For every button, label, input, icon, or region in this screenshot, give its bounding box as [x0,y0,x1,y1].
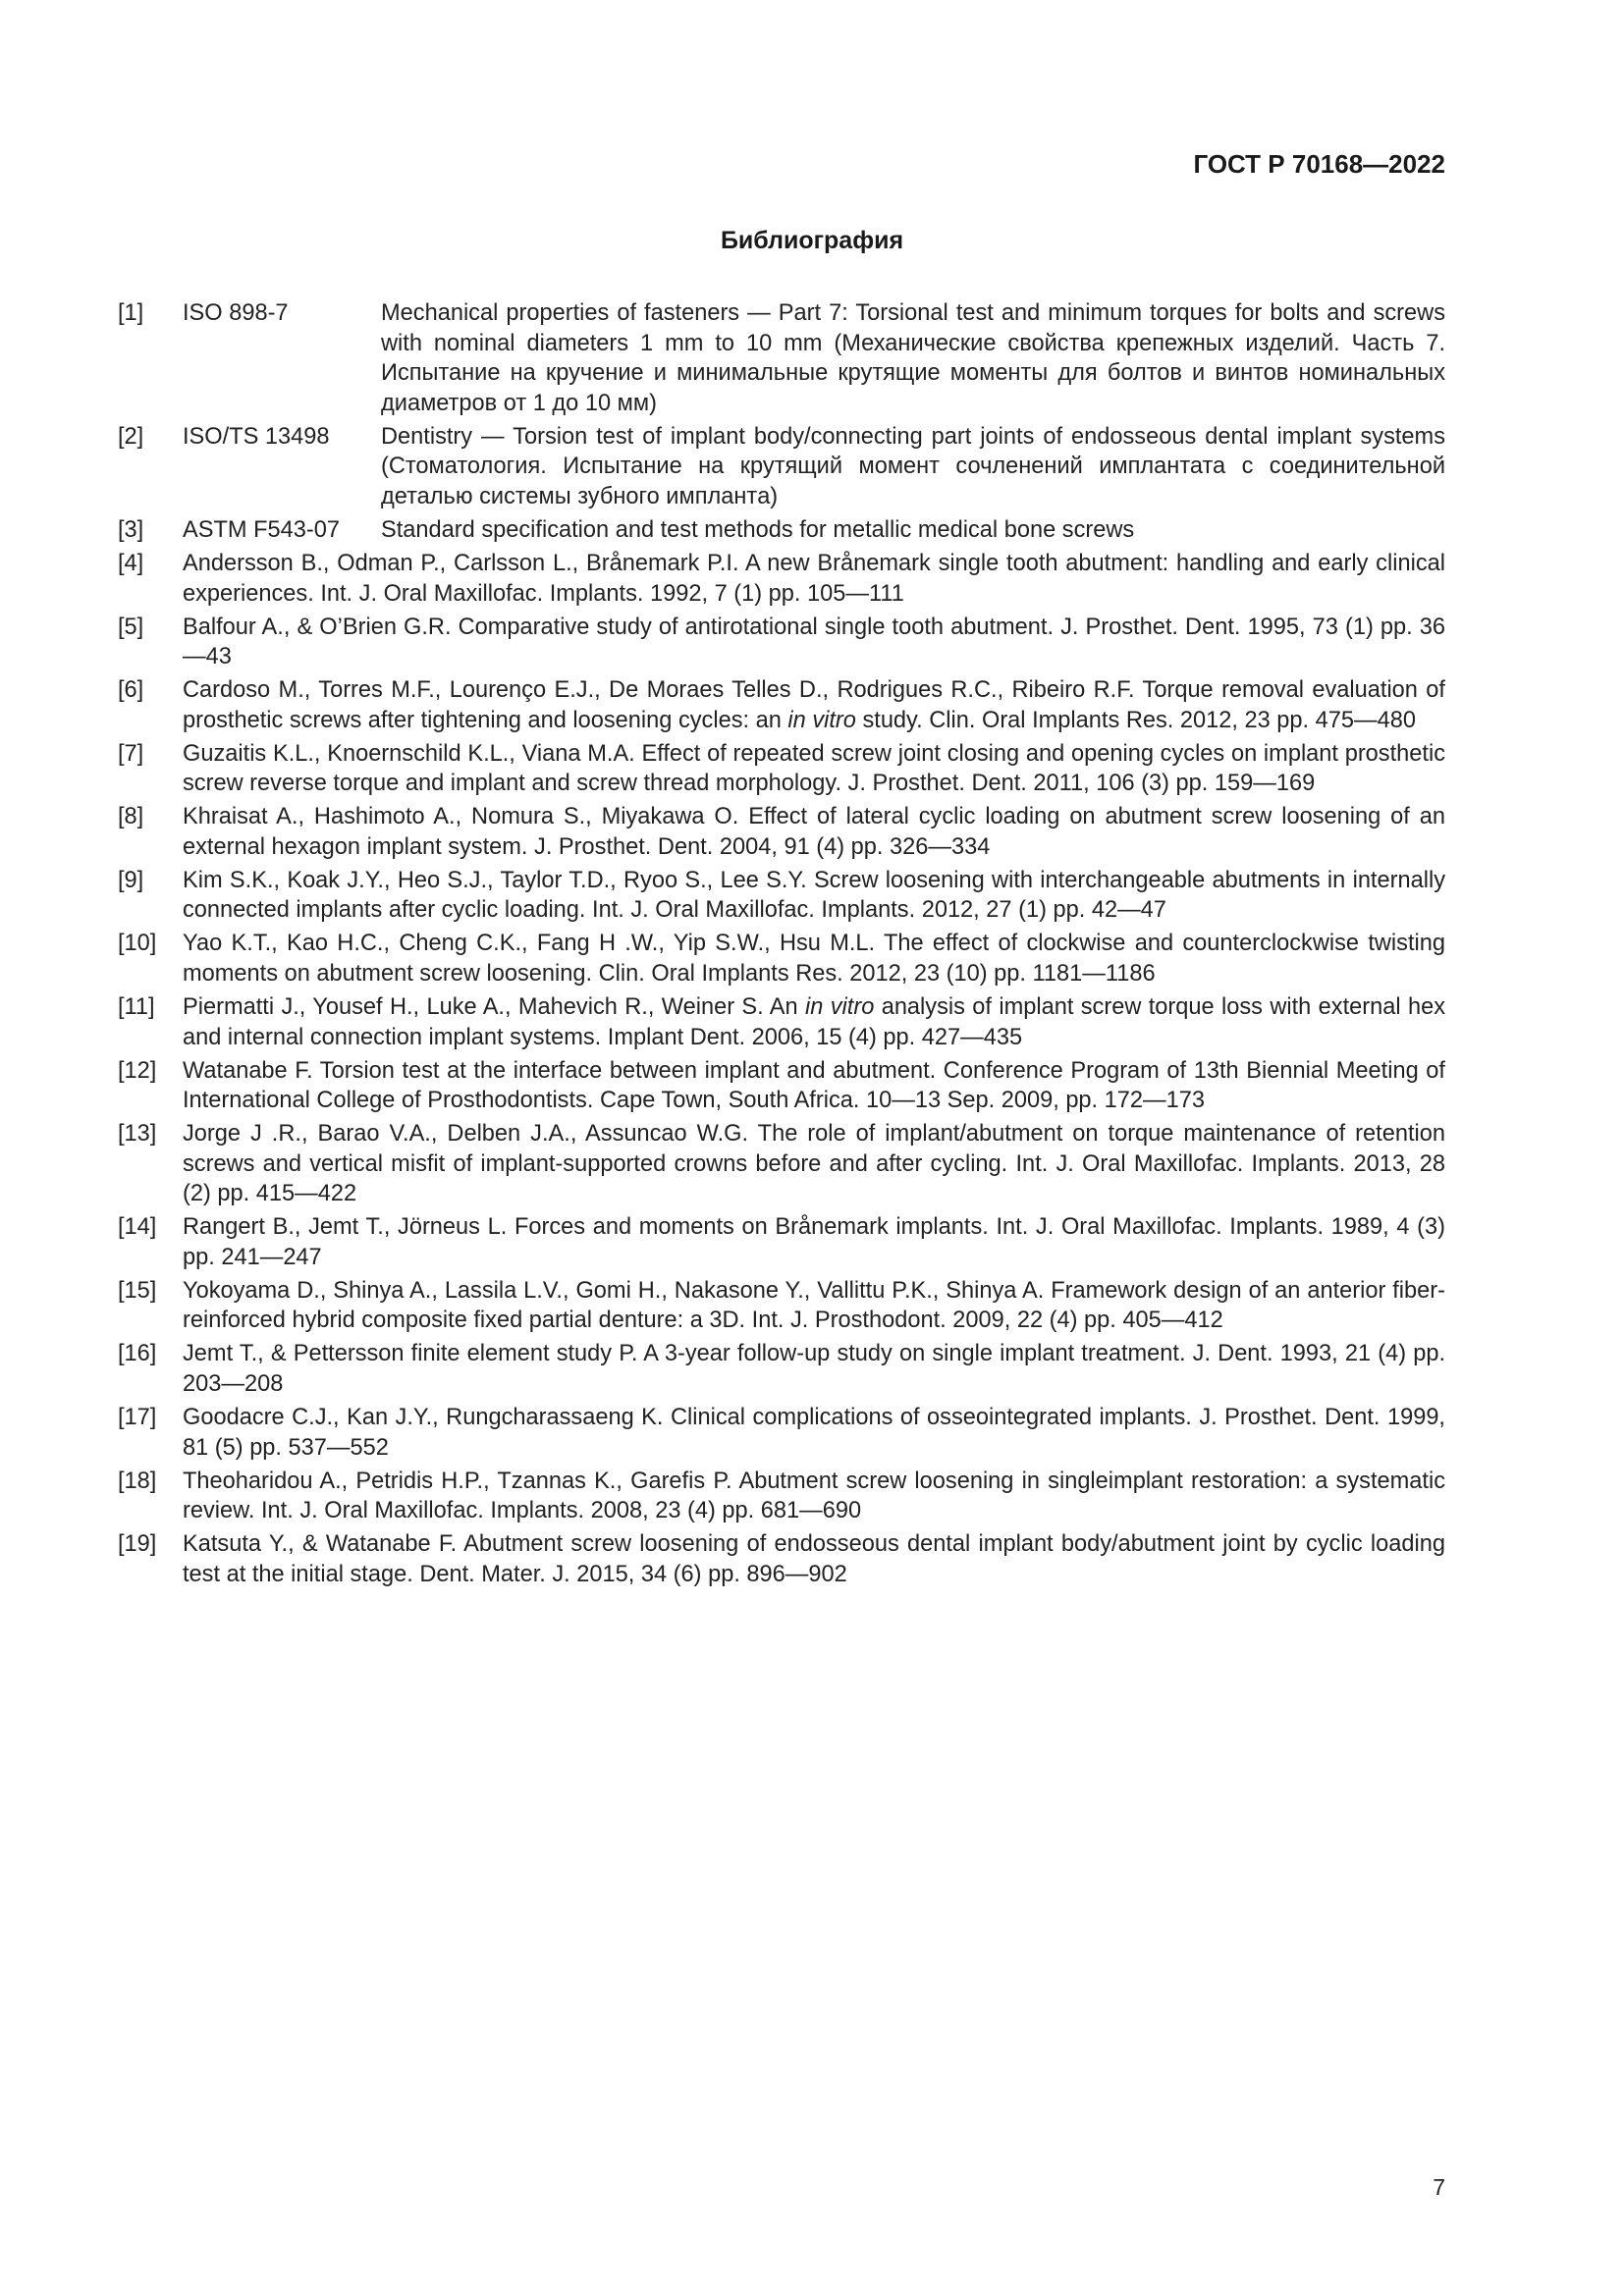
reference-text: Theoharidou A., Petridis H.P., Tzannas K., Garefis P. Abutment screw loosening in singleimplant restoration: a systematic review. Int. J. Oral Maxillofac. Implants. 2008, 23 (4) pp. 681—690 [183,1468,1445,1524]
reference-text: Dentistry — Torsion test of implant body/connecting part joints of endosseous dental implant systems (Стоматология. Испытание на крутящий момент сочленений имплантата с соединительной деталью системы зубного имплантa) [381,423,1445,509]
reference-text: Jemt T., & Pettersson finite element study P. A 3-year follow-up study on single implant treatment. J. Dent. 1993, 21 (4) pp. 203—208 [183,1341,1445,1398]
reference-number: [6] [118,677,144,704]
reference-number: [15] [118,1277,157,1304]
reference-item [118,1467,1445,1526]
reference-text: Rangert B., Jemt T., Jörneus L. Forces and moments on Brånemark implants. Int. J. Oral Maxillofac. Implants. 1989, 4 (3) pp. 241—247 [183,1214,1445,1270]
reference-text [183,675,1445,735]
reference-list [118,298,1445,1593]
reference-item [118,802,1445,862]
reference-text: Watanabe F. Torsion test at the interface between implant and abutment. Conference Program of 13th Biennial Meeting of International College of Prosthodontists. Cape Town, South Africa. 10—13 Sep. 2009, pp. 172—173 [183,1057,1445,1114]
reference-item [118,992,1445,1052]
reference-number: [12] [118,1057,157,1084]
reference-item [118,549,1445,609]
reference-item [118,1119,1445,1209]
reference-number: [7] [118,740,144,767]
reference-number: [18] [118,1468,157,1494]
reference-code: ISO/TS 13498 [183,423,330,450]
reference-text: Yao K.T., Kao H.C., Cheng C.K., Fang H .W., Yip S.W., Hsu M.L. The effect of clockwise and counterclockwise twisting moments on abutment screw loosening. Clin. Oral Implants Res. 2012, 23 (10) pp. 1181—1186 [183,931,1445,987]
reference-number: [3] [118,516,144,543]
reference-text: Mechanical properties of fasteners — Part 7: Torsional test and minimum torques for bolts and screws with nominal diameters 1 mm to 10 mm (Механические свойства крепежных изделий. Часть 7. Испытание на кручение и минимальные крутящие моменты для болтов и винтов номинальных диаметров от 1 до 10 мм) [381,300,1445,416]
italic-term: in vitro [787,707,856,733]
reference-item [118,1212,1445,1272]
reference-text: Andersson B., Odman P., Carlsson L., Brånemark P.I. A new Brånemark single tooth abutment: handling and early clinical experiences. Int. J. Oral Maxillofac. Implants. 1992, 7 (1) pp. 105—111 [183,550,1445,607]
reference-number: [19] [118,1531,157,1558]
reference-item [118,675,1445,735]
page-number: 7 [1433,2174,1445,2200]
reference-item [118,739,1445,799]
reference-item [118,866,1445,926]
page-title: Библиография [720,227,904,254]
reference-text: Katsuta Y., & Watanabe F. Abutment screw loosening of endosseous dental implant body/abutment joint by cyclic loading test at the initial stage. Dent. Mater. J. 2015, 34 (6) pp. 896—902 [183,1531,1445,1587]
reference-code: ASTM F543-07 [183,516,340,543]
reference-number: [10] [118,931,157,957]
reference-number: [2] [118,423,144,450]
reference-item [118,1403,1445,1463]
reference-text: Guzaitis K.L., Knoernschild K.L., Viana M.A. Effect of repeated screw joint closing and opening cycles on implant prosthetic screw reverse torque and implant and screw thread morphology. J. Prosthet. Dent. 2011, 106 (3) pp. 159—169 [183,740,1445,797]
reference-text: Jorge J .R., Barao V.A., Delben J.A., Assuncao W.G. The role of implant/abutment on torque maintenance of retention screws and vertical misfit of implant-supported crowns before and after cycling. Int. J. Oral Maxillofac. Implants. 2013, 28 (2) pp. 415—422 [183,1121,1445,1207]
reference-text: Yokoyama D., Shinya A., Lassila L.V., Gomi H., Nakasone Y., Vallittu P.K., Shinya A. Framework design of an anterior fiber-reinforced hybrid composite fixed partial denture: a 3D. Int. J. Prosthodont. 2009, 22 (4) pp. 405—412 [183,1277,1445,1334]
reference-item [118,1339,1445,1399]
reference-item [118,613,1445,672]
reference-number: [8] [118,804,144,830]
reference-number: [5] [118,614,144,640]
reference-item [118,298,1445,418]
reference-number: [13] [118,1121,157,1148]
reference-text: Balfour A., & O’Brien G.R. Comparative study of antirotational single tooth abutment. J. Prosthet. Dent. 1995, 73 (1) pp. 36—43 [183,614,1445,670]
reference-text: Standard specification and test methods for metallic medical bone screws [381,516,1135,543]
reference-item [118,1276,1445,1336]
reference-text-part: Piermatti J., Yousef H., Luke A., Mahevich R., Weiner S. An [183,993,806,1020]
reference-number: [14] [118,1214,157,1241]
reference-item [118,1056,1445,1116]
reference-number: [16] [118,1341,157,1367]
italic-term: in vitro [805,993,875,1020]
reference-code: ISO 898-7 [183,300,289,326]
reference-item [118,515,1445,546]
reference-text: Khraisat A., Hashimoto A., Nomura S., Miyakawa O. Effect of lateral cyclic loading on abutment screw loosening of an external hexagon implant system. J. Prosthet. Dent. 2004, 91 (4) pp. 326—334 [183,804,1445,860]
reference-number: [4] [118,550,144,576]
reference-number: [9] [118,867,144,893]
reference-number: [11] [118,993,155,1020]
reference-item [118,422,1445,512]
reference-text: Kim S.K., Koak J.Y., Heo S.J., Taylor T.D., Ryoo S., Lee S.Y. Screw loosening with interchangeable abutments in internally connected implants after cyclic loading. Int. J. Oral Maxillofac. Implants. 2012, 27 (1) pp. 42—47 [183,867,1445,924]
reference-number: [1] [118,300,144,326]
reference-text-part: study. Clin. Oral Implants Res. 2012, 23 pp. 475—480 [855,707,1416,733]
document-id: ГОСТ Р 70168—2022 [1193,149,1445,179]
reference-text-part: Cardoso M., Torres M.F., Lourenço E.J., De Moraes Telles D., Rodrigues R.C., Ribeiro R.F. Torque removal evaluation of prosthetic screws after tightening and loosening cycles: an [183,677,1445,733]
reference-item [118,1529,1445,1589]
reference-number: [17] [118,1405,157,1431]
reference-text: Goodacre C.J., Kan J.Y., Rungcharassaeng K. Clinical complications of osseointegrated implants. J. Prosthet. Dent. 1999, 81 (5) pp. 537—552 [183,1405,1445,1461]
reference-text-part: analysis of implant screw torque loss with external hex and internal connection implant systems. Implant Dent. 2006, 15 (4) pp. 427—435 [183,993,1445,1050]
reference-text [183,992,1445,1052]
reference-item [118,929,1445,988]
